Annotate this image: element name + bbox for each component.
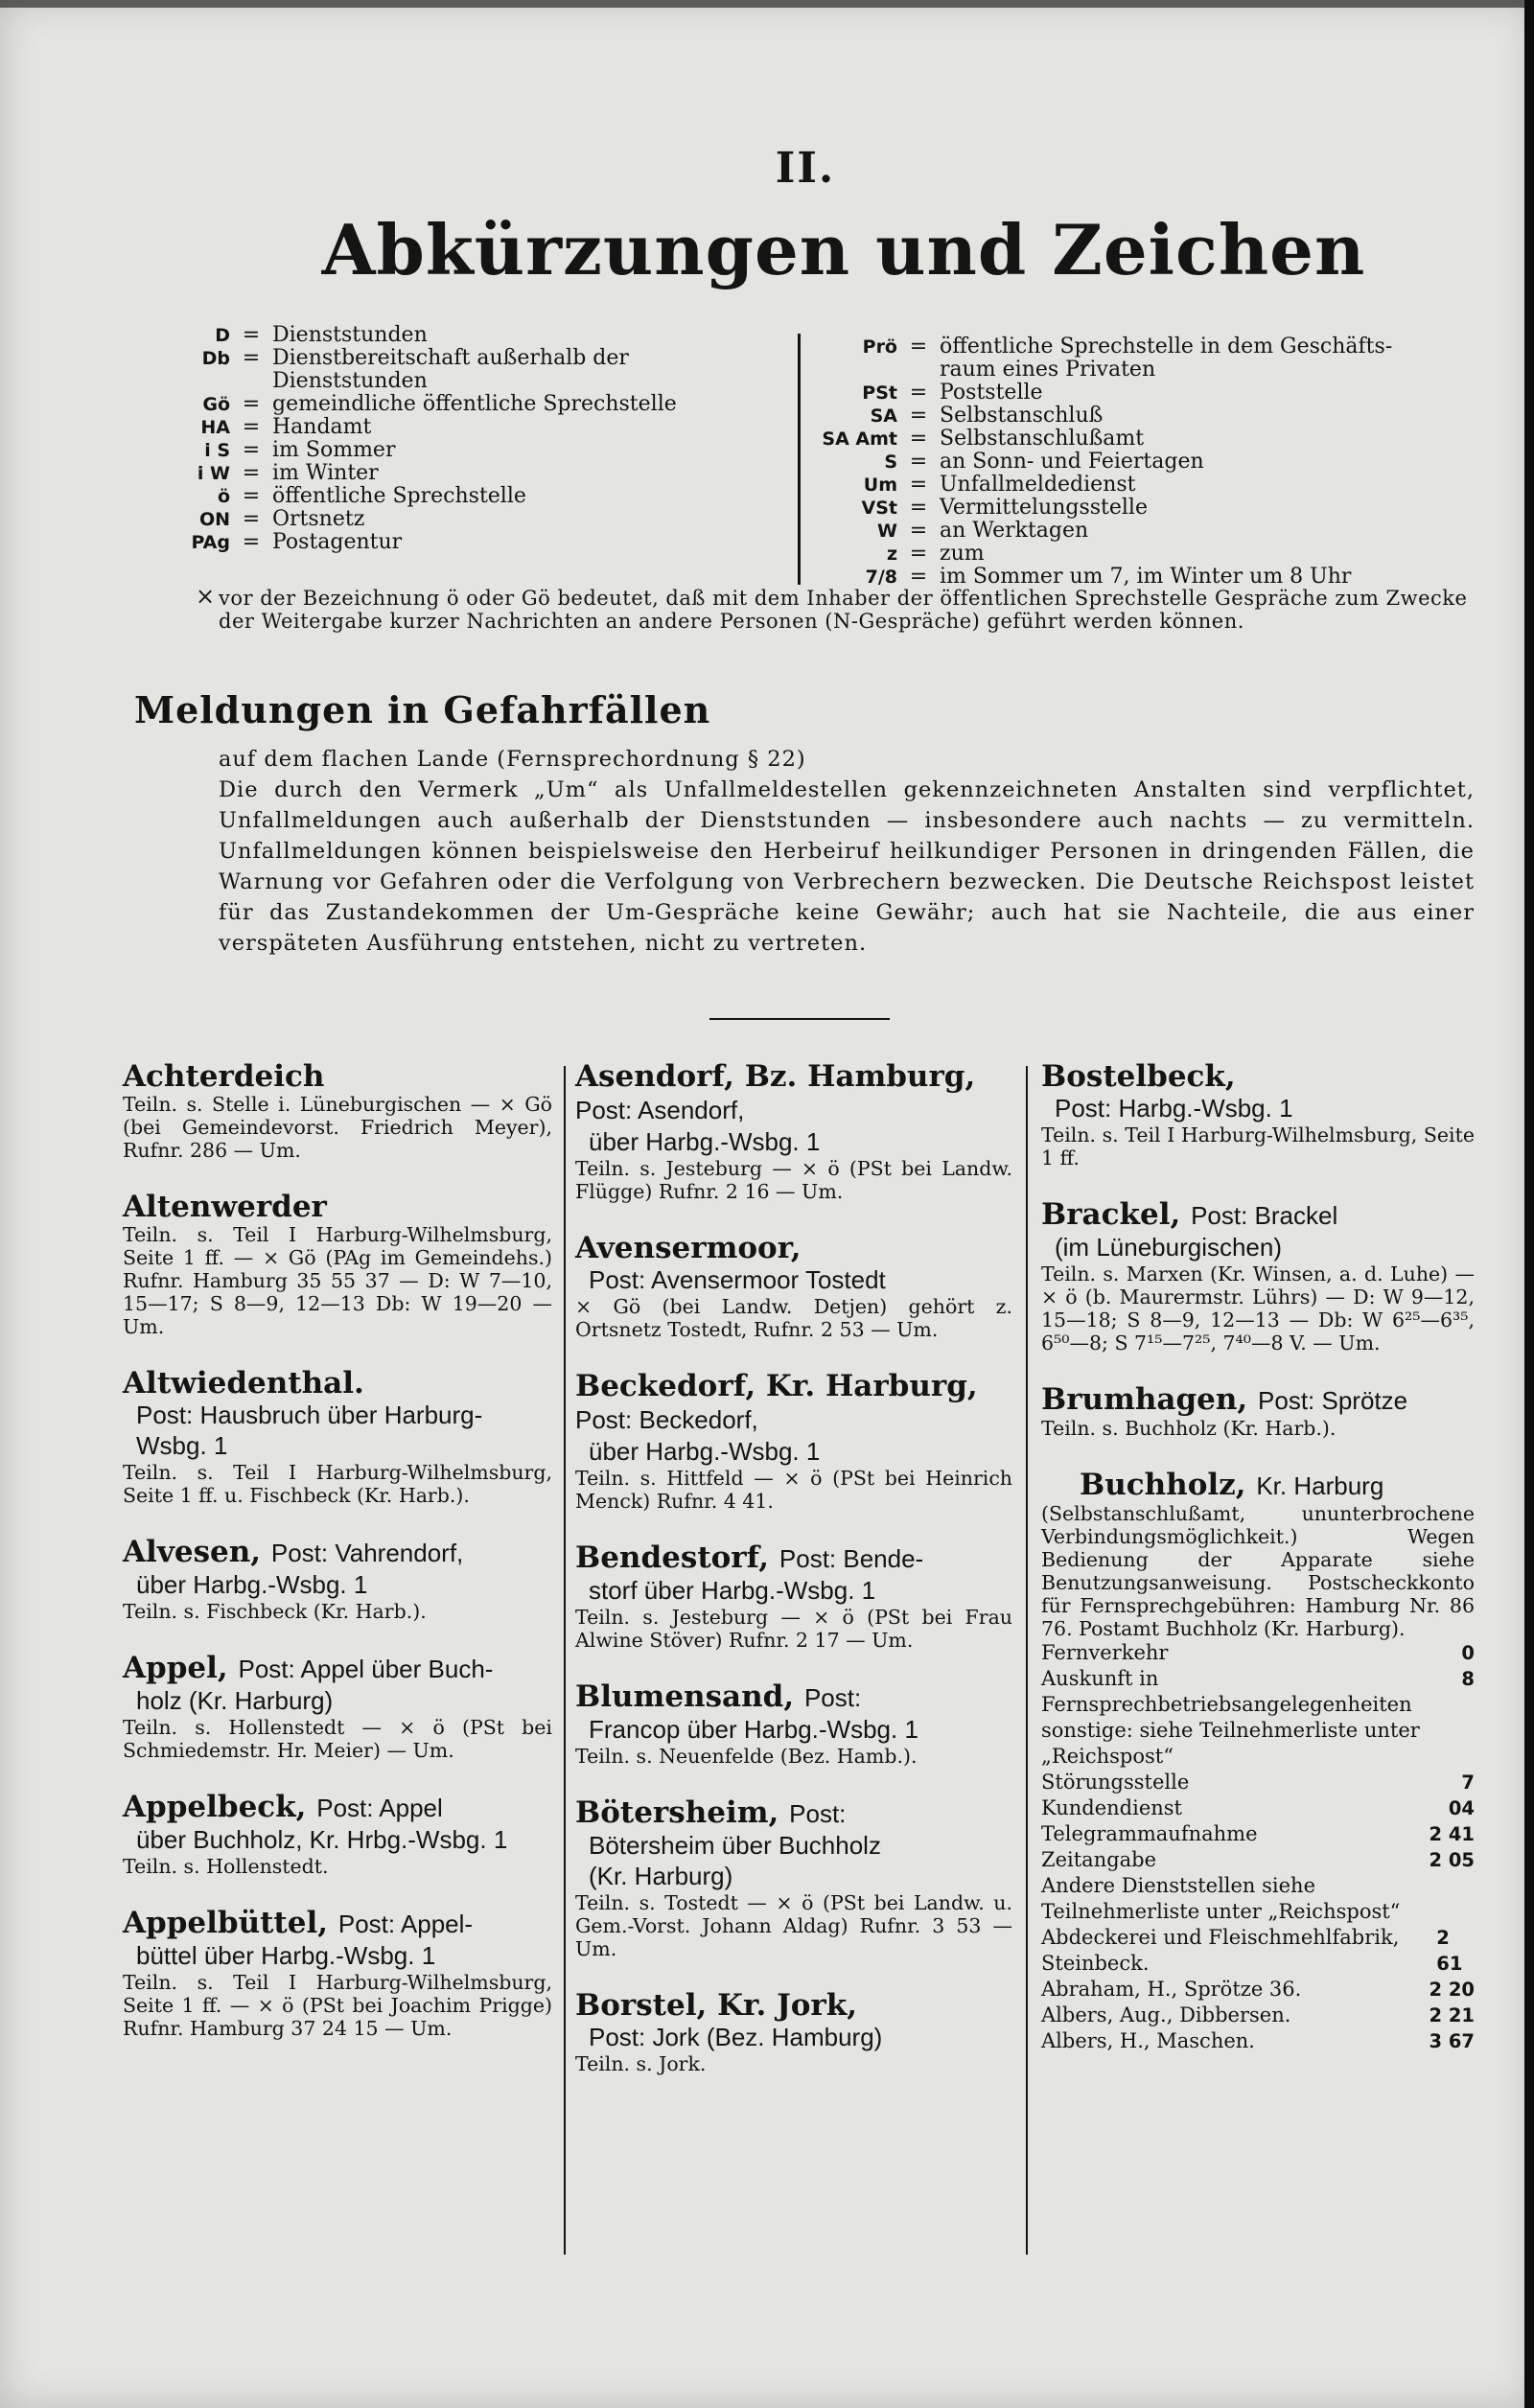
- equals-sign: =: [909, 473, 928, 497]
- number-row: [1041, 1873, 1475, 1925]
- abbreviation-key: z: [886, 544, 897, 565]
- place-name-text: Borstel, Kr. Jork,: [575, 1988, 858, 2023]
- post-address-line: über Buchholz, Kr. Hrbg.-Wsbg. 1: [136, 1825, 508, 1854]
- page-title: Abkürzungen und Zeichen: [321, 209, 1366, 290]
- subscriber-note: Teiln. s. Teil I Harburg-Wilhelmsburg, Seite 1 ff. u. Fischbeck (Kr. Harb.).: [123, 1461, 552, 1507]
- abbreviation-row: [811, 336, 1392, 359]
- abbreviation-meaning: an Werktagen: [940, 519, 1089, 543]
- abbreviation-row: [144, 508, 677, 531]
- abbreviation-key: W: [877, 521, 897, 542]
- directory-entry: [575, 1541, 1012, 1652]
- note-paragraph: [196, 583, 1484, 633]
- abbreviation-key: i S: [204, 440, 230, 461]
- post-address: Post: Asendorf,: [575, 1096, 745, 1124]
- number-label: sonstige: siehe Teilnehmerliste unter „Reichspost“: [1041, 1719, 1420, 1768]
- subscriber-note: Teiln. s. Hollenstedt — × ö (PSt bei Schmiedemstr. Hr. Meier) — Um.: [123, 1716, 552, 1762]
- place-name-text: Appel,: [123, 1651, 228, 1685]
- number-row: [1041, 2003, 1475, 2028]
- post-address-line: über Harbg.-Wsbg. 1: [589, 1127, 821, 1156]
- subscriber-note: Teiln. s. Fischbeck (Kr. Harb.).: [123, 1600, 427, 1623]
- post-address: Post:: [789, 1799, 847, 1828]
- post-address-line: storf über Harbg.-Wsbg. 1: [589, 1576, 876, 1605]
- abbreviation-key: D: [215, 325, 230, 346]
- abbreviation-key: Gö: [202, 394, 230, 415]
- place-name: [575, 1232, 1012, 1264]
- place-name-text: Alvesen,: [123, 1535, 262, 1569]
- place-name: [575, 1989, 1012, 2022]
- place-name-text: Asendorf, Bz. Hamburg,: [575, 1059, 976, 1094]
- abbreviation-meaning: Poststelle: [940, 381, 1043, 405]
- abbreviation-key: ON: [198, 509, 230, 530]
- place-name-text: Altenwerder: [123, 1190, 327, 1224]
- place-name-text: Blumensand,: [575, 1679, 795, 1714]
- cross-mark-icon: ×: [196, 583, 216, 610]
- directory-entries: [1041, 1060, 1475, 1440]
- number-row: [1041, 1666, 1475, 1718]
- directory-column-1: [123, 1060, 552, 2069]
- abbreviation-row: [811, 497, 1392, 520]
- place-name: [1041, 1469, 1475, 1502]
- number-label: Fernverkehr: [1041, 1641, 1169, 1664]
- abbreviation-row: [811, 520, 1392, 543]
- equals-sign: =: [242, 507, 261, 531]
- abbreviation-meaning: zum: [940, 542, 985, 566]
- number-row: [1041, 2028, 1475, 2054]
- place-name-text: Bostelbeck,: [1041, 1059, 1236, 1094]
- post-address-line: über Harbg.-Wsbg. 1: [136, 1570, 368, 1599]
- directory-entry: [1041, 1198, 1475, 1354]
- post-address-line: Post: Harbg.-Wsbg. 1: [1055, 1094, 1293, 1123]
- place-district: Kr. Harburg: [1256, 1471, 1384, 1500]
- post-address-line: Francop über Harbg.-Wsbg. 1: [589, 1715, 918, 1744]
- place-name: [123, 1652, 552, 1685]
- post-address-line: Post: Hausbruch über Harburg-: [136, 1401, 483, 1429]
- number-label: Auskunft in Fernsprechbetriebsangelegenheiten: [1041, 1667, 1412, 1716]
- post-address-line: Post: Jork (Bez. Hamburg): [589, 2023, 883, 2051]
- subscriber-note: Teiln. s. Teil I Harburg-Wilhelmsburg, Seite 1 ff.: [1041, 1123, 1475, 1169]
- equals-sign: =: [242, 484, 261, 508]
- abbreviation-meaning: Handamt: [272, 415, 372, 439]
- subscriber-note: Teiln. s. Jesteburg — × ö (PSt bei Landw. Flügge) Rufnr. 2 16 — Um.: [575, 1157, 1012, 1203]
- directory-entry: [123, 1191, 552, 1338]
- place-name-text: Buchholz,: [1080, 1468, 1246, 1502]
- subscriber-note: Teiln. s. Stelle i. Lüneburgischen — × Gö (bei Gemeindevorst. Friedrich Meyer), Rufnr. 286 — Um.: [123, 1093, 552, 1162]
- phone-number: 2 41: [1429, 1823, 1475, 1845]
- phone-number: 0: [1461, 1642, 1475, 1664]
- place-name: [575, 1541, 1012, 1575]
- section-body: [219, 744, 1475, 959]
- equals-sign: =: [909, 496, 928, 520]
- abbreviation-row: [811, 428, 1392, 451]
- post-address-line: büttel über Harbg.-Wsbg. 1: [136, 1941, 436, 1970]
- number-row: [1041, 1770, 1475, 1795]
- abbreviation-meaning: im Sommer: [272, 438, 396, 462]
- abbreviation-key: VSt: [861, 498, 897, 519]
- column-divider: [564, 1066, 566, 2255]
- place-name: [123, 1536, 552, 1569]
- equals-sign: =: [909, 404, 928, 428]
- abbreviation-row: [144, 393, 677, 416]
- equals-sign: =: [909, 519, 928, 543]
- directory-column-3: [1041, 1060, 1475, 2083]
- number-row: [1041, 1977, 1475, 2003]
- section-divider: [709, 1018, 890, 1020]
- abbreviation-meaning: gemeindliche öffentliche Sprechstelle: [272, 392, 677, 416]
- subscriber-note: Teiln. s. Hollenstedt.: [123, 1855, 329, 1878]
- post-address-line: holz (Kr. Harburg): [136, 1686, 334, 1715]
- abbreviation-meaning: Ortsnetz: [272, 507, 365, 531]
- phone-number: 2 20: [1429, 1979, 1475, 2001]
- post-address-line: (im Lüneburgischen): [1055, 1233, 1283, 1262]
- phone-number: 2 61: [1436, 1927, 1463, 1975]
- place-name-text: Bendestorf,: [575, 1540, 770, 1575]
- subscriber-note: Teiln. s. Tostedt — × ö (PSt bei Landw. u. Gem.-Vorst. Johann Aldag) Rufnr. 3 53 — Um.: [575, 1891, 1012, 1960]
- place-name-text: Brackel,: [1041, 1197, 1181, 1232]
- subscriber-note: Teiln. s. Jork.: [575, 2052, 707, 2075]
- abbreviation-meaning: Unfallmeldedienst: [940, 473, 1136, 497]
- buchholz-intro: (Selbstanschlußamt, ununterbrochene Verbindungsmöglichkeit.) Wegen Bedienung der Apparate siehe Benutzungsanweisung. Postscheckkonto für Fernsprechgebühren: Hamburg Nr. 86 76. Postamt Buchholz (Kr. Harburg).: [1041, 1502, 1475, 1640]
- equals-sign: =: [242, 461, 261, 485]
- number-label: Störungsstelle: [1041, 1771, 1190, 1794]
- column-divider: [1026, 1066, 1028, 2255]
- abbreviation-row: [811, 451, 1392, 474]
- post-address: Post: Sprötze: [1258, 1386, 1408, 1415]
- abbreviation-key: HA: [200, 417, 230, 438]
- abbreviation-key: SA: [870, 405, 897, 427]
- subscriber-note: Teiln. s. Teil I Harburg-Wilhelmsburg, Seite 1 ff. — × ö (PSt bei Joachim Prigge) Rufnr. Hamburg 37 24 15 — Um.: [123, 1971, 552, 2040]
- place-name-text: Bötersheim,: [575, 1795, 779, 1830]
- phone-number: 3 67: [1429, 2030, 1475, 2052]
- equals-sign: =: [242, 392, 261, 416]
- post-address: Post: Bende-: [779, 1544, 924, 1573]
- equals-sign: =: [242, 346, 261, 370]
- subscriber-note: × Gö (bei Landw. Detjen) gehört z. Ortsnetz Tostedt, Rufnr. 2 53 — Um.: [575, 1295, 1012, 1341]
- post-address: Post:: [803, 1683, 862, 1712]
- abbreviation-meaning: Vermittelungsstelle: [940, 496, 1148, 520]
- abbreviation-row: [811, 405, 1392, 428]
- equals-sign: =: [909, 450, 928, 474]
- post-address: Post: Appel über Buch-: [238, 1655, 494, 1683]
- abbreviation-row: [144, 531, 677, 554]
- abbreviation-meaning: öffentliche Sprechstelle: [272, 484, 526, 508]
- abbreviation-meaning: im Winter: [272, 461, 379, 485]
- directory-entry: [123, 1536, 552, 1623]
- abbreviation-key: ö: [217, 486, 230, 507]
- number-row: [1041, 1718, 1475, 1770]
- subscriber-note: Teiln. s. Marxen (Kr. Winsen, a. d. Luhe) — × ö (b. Maurermstr. Lührs) — D: W 9—12, 15—18; S 8—9, 12—13 — Db: W 6²⁵—6³⁵, 6⁵⁰—8; S 7¹⁵—7²⁵, 7⁴⁰—8 V. — Um.: [1041, 1262, 1475, 1354]
- section-heading: Meldungen in Gefahrfällen: [134, 688, 711, 731]
- place-name: [575, 1370, 1012, 1436]
- place-name: [123, 1791, 552, 1824]
- abbreviation-row: [144, 462, 677, 485]
- directory-entry-buchholz: [1041, 1469, 1475, 2054]
- equals-sign: =: [242, 323, 261, 347]
- abbreviation-meaning: Dienstbereitschaft außerhalb der: [272, 346, 629, 370]
- place-name-text: Appelbüttel,: [123, 1906, 329, 1940]
- place-name-text: Appelbeck,: [123, 1790, 307, 1824]
- abbreviation-meaning: Selbstanschluß: [940, 404, 1104, 428]
- number-row: [1041, 1640, 1475, 1666]
- abbreviation-meaning: im Sommer um 7, im Winter um 8 Uhr: [940, 565, 1352, 589]
- abbreviation-row: [144, 485, 677, 508]
- abbreviation-key: Db: [201, 348, 230, 369]
- abbreviation-key: i W: [197, 463, 230, 484]
- place-name-text: Achterdeich: [123, 1059, 325, 1094]
- abbreviation-row: [144, 324, 677, 347]
- post-address-line: Bötersheim über Buchholz: [589, 1831, 881, 1860]
- equals-sign: =: [909, 427, 928, 451]
- place-name-text: Altwiedenthal.: [123, 1366, 364, 1401]
- abbreviation-list-left: [144, 324, 677, 554]
- number-row: [1041, 1847, 1475, 1873]
- abbreviation-meaning: öffentliche Sprechstelle in dem Geschäfts-: [940, 335, 1393, 359]
- subscriber-note: Teiln. s. Teil I Harburg-Wilhelmsburg, Seite 1 ff. — × Gö (PAg im Gemeindehs.) Rufnr. Hamburg 35 55 37 — D: W 7—10, 15—17; S 8—9, 12—13 Db: W 19—20 — Um.: [123, 1223, 552, 1338]
- abbreviation-row: [144, 347, 677, 370]
- section-subline: auf dem flachen Lande (Fernsprechordnung § 22): [219, 747, 806, 772]
- abbreviation-key: 7/8: [865, 567, 897, 588]
- equals-sign: =: [909, 565, 928, 589]
- equals-sign: =: [909, 542, 928, 566]
- number-row: [1041, 1925, 1475, 1977]
- post-address: Post: Appel-: [337, 1910, 474, 1938]
- abbreviation-key: PAg: [191, 532, 230, 553]
- equals-sign: =: [242, 415, 261, 439]
- equals-sign: =: [242, 438, 261, 462]
- abbreviation-key: S: [884, 452, 897, 473]
- post-address: Post: Beckedorf,: [575, 1405, 758, 1434]
- place-name: [1041, 1383, 1475, 1417]
- post-address: Post: Vahrendorf,: [270, 1539, 464, 1567]
- phone-number: 8: [1461, 1668, 1475, 1690]
- phone-number: 2 05: [1429, 1849, 1475, 1871]
- buchholz-number-list: [1041, 1640, 1475, 2054]
- post-address-line: Post: Avensermoor Tostedt: [589, 1265, 886, 1294]
- directory-entry: [575, 1989, 1012, 2075]
- subscriber-note: Teiln. s. Hittfeld — × ö (PSt bei Heinrich Menck) Rufnr. 4 41.: [575, 1467, 1012, 1513]
- abbreviation-row: [811, 382, 1392, 405]
- abbreviation-key: PSt: [862, 382, 897, 404]
- abbreviation-key: SA Amt: [822, 428, 897, 450]
- place-name: [575, 1060, 1012, 1126]
- place-name: [123, 1367, 552, 1400]
- subscriber-note: Teiln. s. Buchholz (Kr. Harb.).: [1041, 1417, 1336, 1440]
- section-number: II.: [775, 144, 836, 193]
- number-label: Albers, H., Maschen.: [1041, 2029, 1255, 2052]
- directory-entry: [1041, 1383, 1475, 1440]
- abbreviation-divider: [798, 334, 801, 585]
- directory-entry: [123, 1791, 552, 1878]
- number-label: Kundendienst: [1041, 1796, 1182, 1819]
- abbreviation-row: [144, 439, 677, 462]
- number-label: Andere Dienststellen siehe Teilnehmerliste unter „Reichspost“: [1041, 1874, 1401, 1923]
- number-row: [1041, 1821, 1475, 1847]
- post-address-line: (Kr. Harburg): [589, 1862, 733, 1890]
- subscriber-note: Teiln. s. Jesteburg — × ö (PSt bei Frau Alwine Stöver) Rufnr. 2 17 — Um.: [575, 1606, 1012, 1652]
- directory-entry: [123, 1907, 552, 2040]
- subscriber-note: Teiln. s. Neuenfelde (Bez. Hamb.).: [575, 1745, 918, 1768]
- scan-edge-top: [0, 0, 1534, 8]
- abbreviation-meaning: raum eines Privaten: [940, 358, 1156, 382]
- directory-entry: [575, 1370, 1012, 1513]
- place-name: [1041, 1060, 1475, 1093]
- number-label: Abraham, H., Sprötze 36.: [1041, 1978, 1302, 2001]
- phone-number: 04: [1448, 1797, 1475, 1819]
- abbreviation-meaning: Postagentur: [272, 530, 403, 554]
- directory-entry: [575, 1680, 1012, 1768]
- place-name: [123, 1907, 552, 1940]
- place-name: [575, 1680, 1012, 1714]
- abbreviation-list-right: [811, 336, 1392, 589]
- directory-entry: [575, 1232, 1012, 1341]
- place-name: [123, 1191, 552, 1223]
- equals-sign: =: [909, 381, 928, 405]
- equals-sign: =: [909, 335, 928, 359]
- abbreviation-key: Um: [863, 475, 897, 496]
- abbreviation-row: [144, 370, 677, 393]
- post-address: Post: Brackel: [1191, 1201, 1338, 1230]
- place-name-text: Avensermoor,: [575, 1231, 802, 1265]
- post-address: Post: Appel: [316, 1794, 443, 1822]
- abbreviation-row: [811, 474, 1392, 497]
- abbreviation-row: [811, 359, 1392, 382]
- abbreviation-meaning: Selbstanschlußamt: [940, 427, 1145, 451]
- abbreviation-row: [144, 416, 677, 439]
- number-label: Telegrammaufnahme: [1041, 1822, 1258, 1845]
- directory-entry: [575, 1796, 1012, 1960]
- abbreviation-meaning: an Sonn- und Feiertagen: [940, 450, 1204, 474]
- post-address-line: Wsbg. 1: [136, 1431, 228, 1460]
- phone-number: 7: [1461, 1771, 1475, 1794]
- scan-edge-right: [1524, 0, 1534, 2408]
- abbreviation-row: [811, 566, 1392, 589]
- place-name-text: Beckedorf, Kr. Harburg,: [575, 1369, 978, 1403]
- abbreviation-key: Prö: [862, 336, 897, 358]
- directory-entry: [123, 1367, 552, 1507]
- post-address-line: über Harbg.-Wsbg. 1: [589, 1437, 821, 1466]
- abbreviation-meaning: Dienststunden: [272, 323, 428, 347]
- directory-entry: [123, 1652, 552, 1762]
- directory-entry: [575, 1060, 1012, 1203]
- number-label: Zeitangabe: [1041, 1848, 1157, 1871]
- directory-entry: [1041, 1060, 1475, 1169]
- place-name: [575, 1796, 1012, 1830]
- phone-number: 2 21: [1429, 2004, 1475, 2026]
- directory-entry: [123, 1060, 552, 1162]
- abbreviation-row: [811, 543, 1392, 566]
- number-label: Albers, Aug., Dibbersen.: [1041, 2003, 1291, 2026]
- number-label: Abdeckerei und Fleischmehlfabrik, Steinbeck.: [1041, 1926, 1400, 1975]
- place-name: [1041, 1198, 1475, 1232]
- place-name: [123, 1060, 552, 1093]
- directory-column-2: [575, 1060, 1012, 2104]
- equals-sign: =: [242, 530, 261, 554]
- note-text: vor der Bezeichnung ö oder Gö bedeutet, daß mit dem Inhaber der öffentlichen Sprechstelle Gespräche zum Zwecke der Weitergabe kurzer Nachrichten an andere Personen (N-Gespräche) geführt werden können.: [219, 587, 1468, 633]
- section-paragraph: Die durch den Vermerk „Um“ als Unfallmeldestellen gekennzeichneten Anstalten sind verpflichtet, Unfallmeldungen auch außerhalb der Dienststunden — insbesondere auch nachts — zu vermitteln. Unfallmeldungen können beispielsweise den Herbeiruf heilkundiger Personen in dringenden Fällen, die Warnung vor Gefahren oder die Verfolgung von Verbrechern bezwecken. Die Deutsche Reichspost leistet für das Zustandekommen der Um-Gespräche keine Gewähr; auch hat sie Nachteile, die aus einer verspäteten Ausführung entstehen, nicht zu vertreten.: [219, 777, 1475, 956]
- number-row: [1041, 1795, 1475, 1821]
- place-name-text: Brumhagen,: [1041, 1382, 1248, 1417]
- abbreviation-meaning: Dienststunden: [272, 369, 428, 393]
